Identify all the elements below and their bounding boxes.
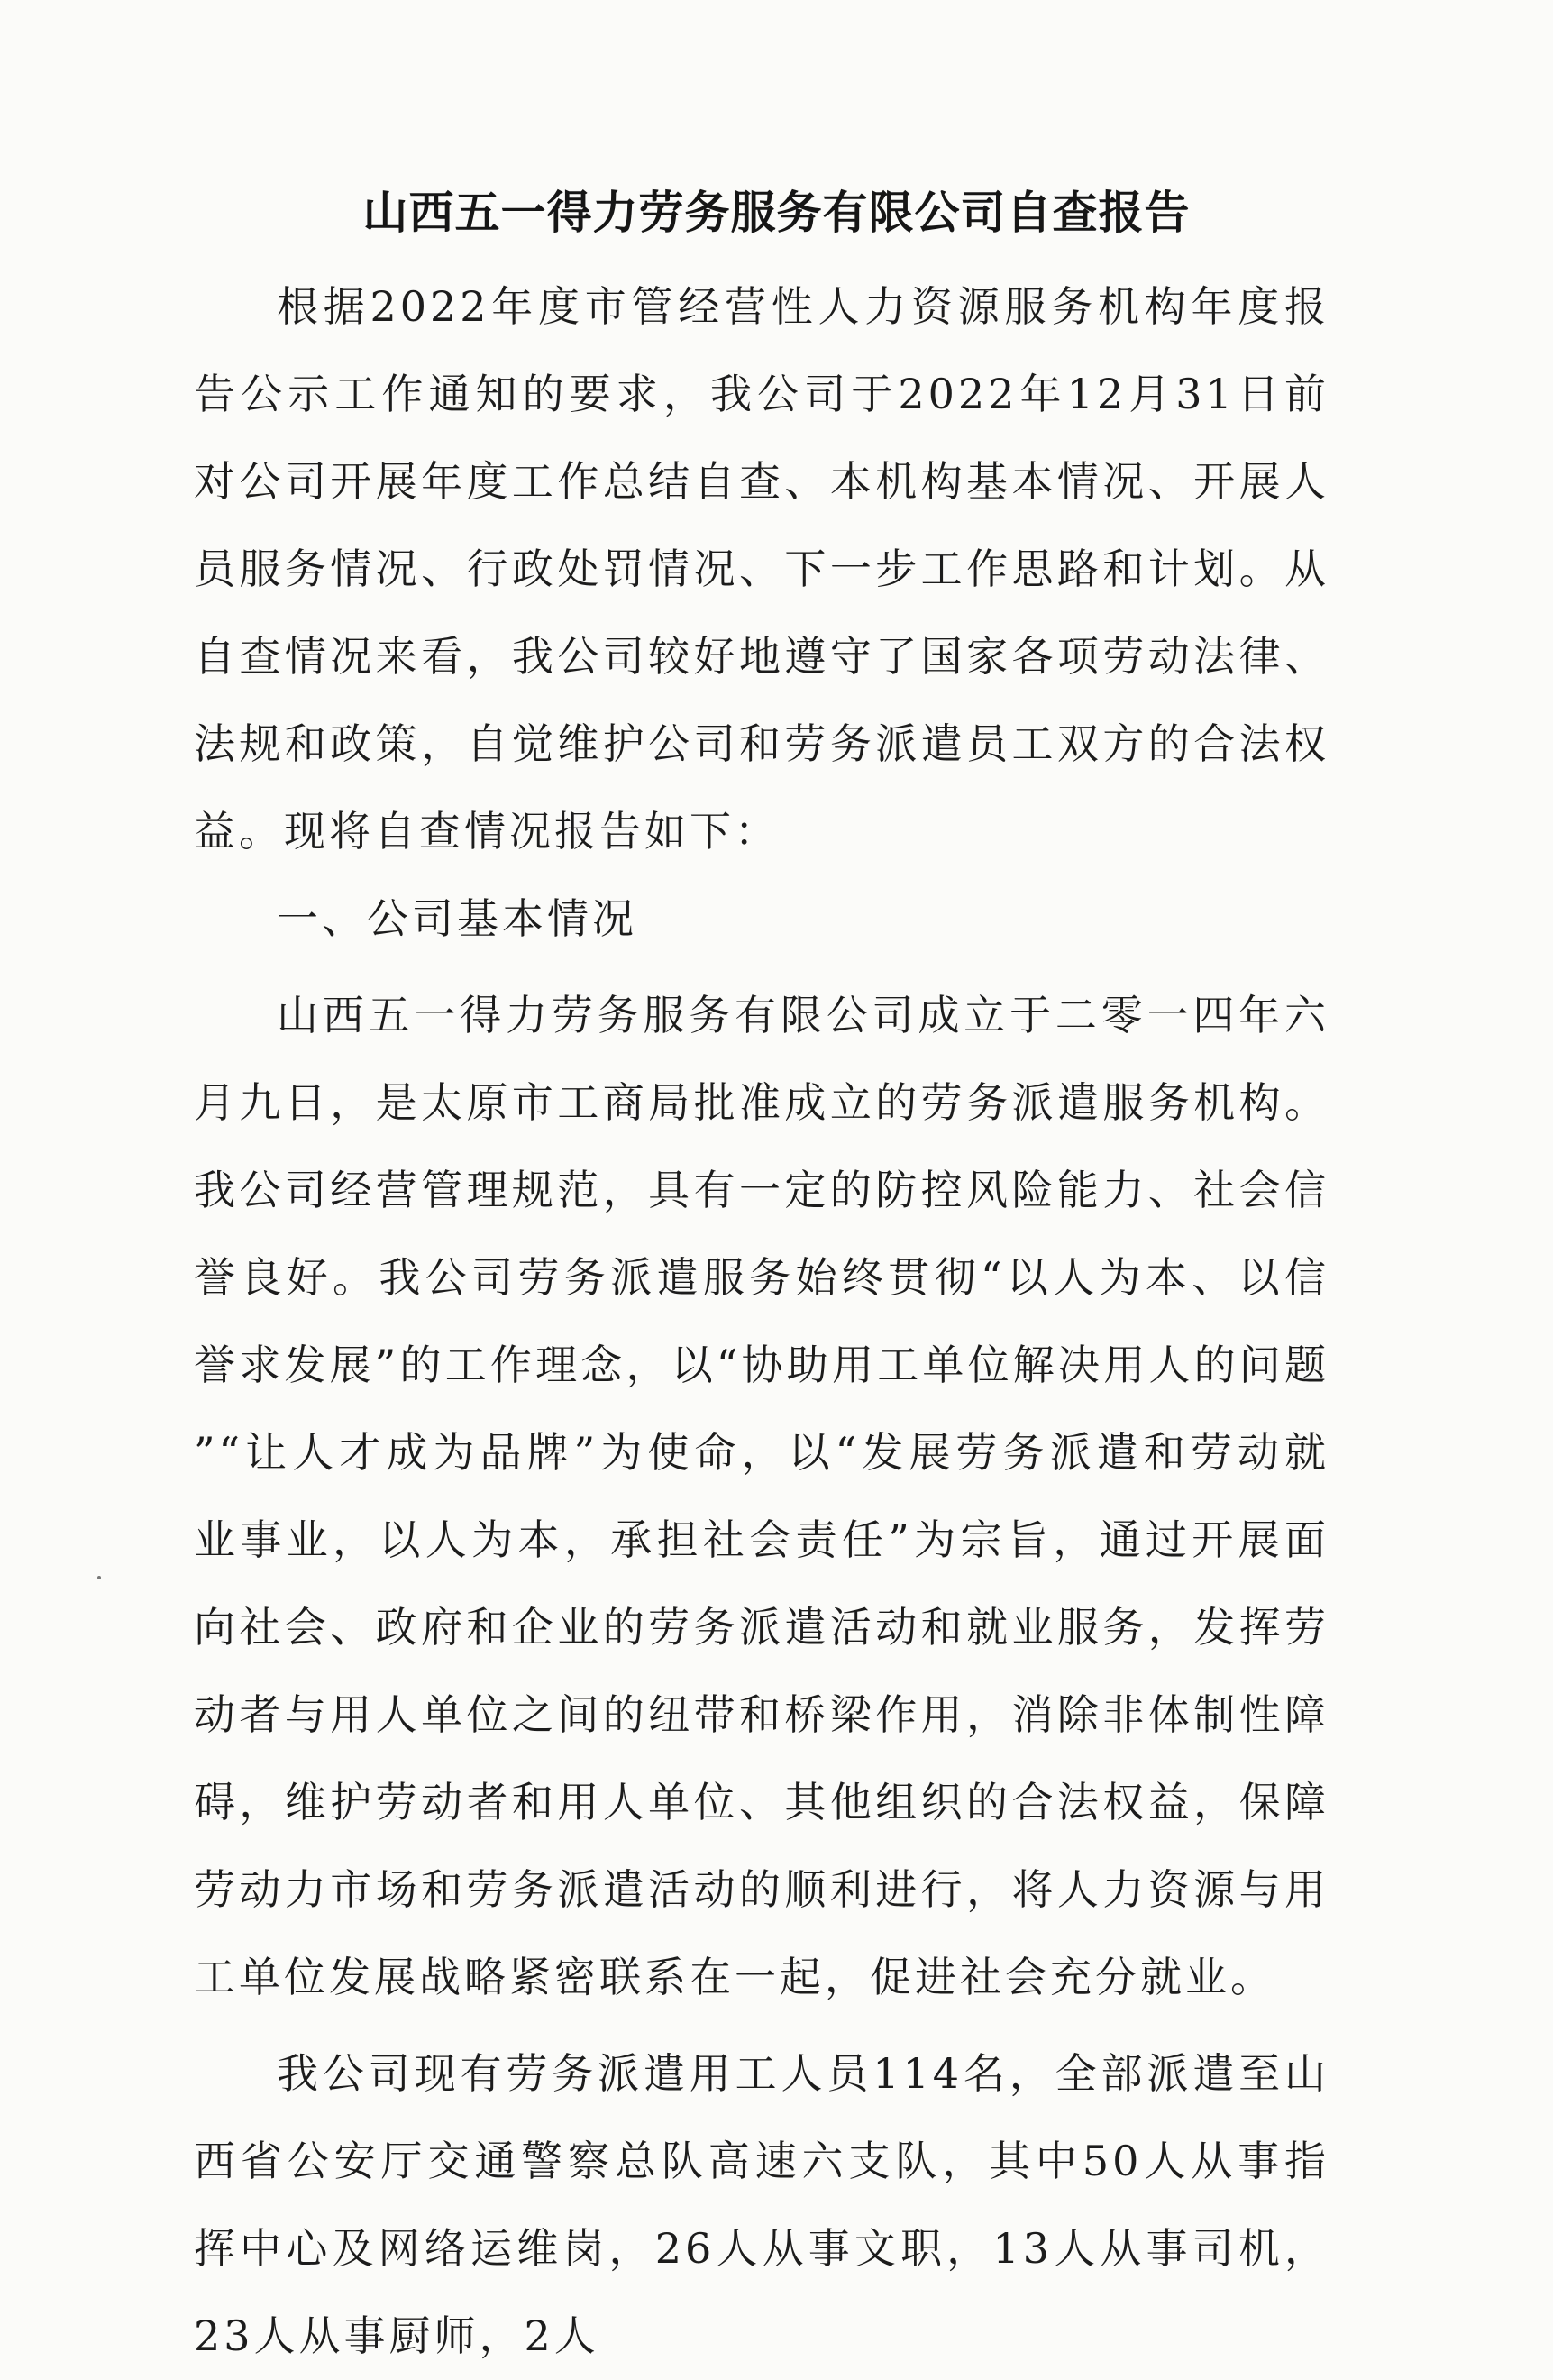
section-heading-company-basics: 一、公司基本情况 [277,894,637,943]
document-body [194,263,1329,2380]
paragraph-staffing: 我公司现有劳务派遣用工人员114名，全部派遣至山西省公安厅交通警察总队高速六支队，其中50人从事指挥中心及网络运维岗，26人从事文职，13人从事司机，23人从事厨师，2人 [194,2049,1329,2360]
document-title: 山西五一得力劳务服务有限公司自查报告 [362,187,1191,239]
scan-speck [97,1576,101,1579]
paragraph-intro: 根据2022年度市管经营性人力资源服务机构年度报告公示工作通知的要求，我公司于2022年12月31日前对公司开展年度工作总结自查、本机构基本情况、开展人员服务情况、行政处罚情况、下一步工作思路和计划。从自查情况来看，我公司较好地遵守了国家各项劳动法律、法规和政策，自觉维护公司和劳务派遣员工双方的合法权益。现将自查情况报告如下： [194,282,1329,856]
paragraph-company-overview: 山西五一得力劳务服务有限公司成立于二零一四年六月九日，是太原市工商局批准成立的劳务派遣服务机构。我公司经营管理规范，具有一定的防控风险能力、社会信誉良好。我公司劳务派遣服务始终贯彻“以人为本、以信誉求发展”的工作理念，以“协助用工单位解决用人的问题”“让人才成为品牌”为使命，以“发展劳务派遣和劳动就业事业，以人为本，承担社会责任”为宗旨，通过开展面向社会、政府和企业的劳务派遣活动和就业服务，发挥劳动者与用人单位之间的纽带和桥梁作用，消除非体制性障碍，维护劳动者和用人单位、其他组织的合法权益，保障劳动力市场和劳务派遣活动的顺利进行，将人力资源与用工单位发展战略紧密联系在一起，促进社会充分就业。 [194,991,1329,2001]
